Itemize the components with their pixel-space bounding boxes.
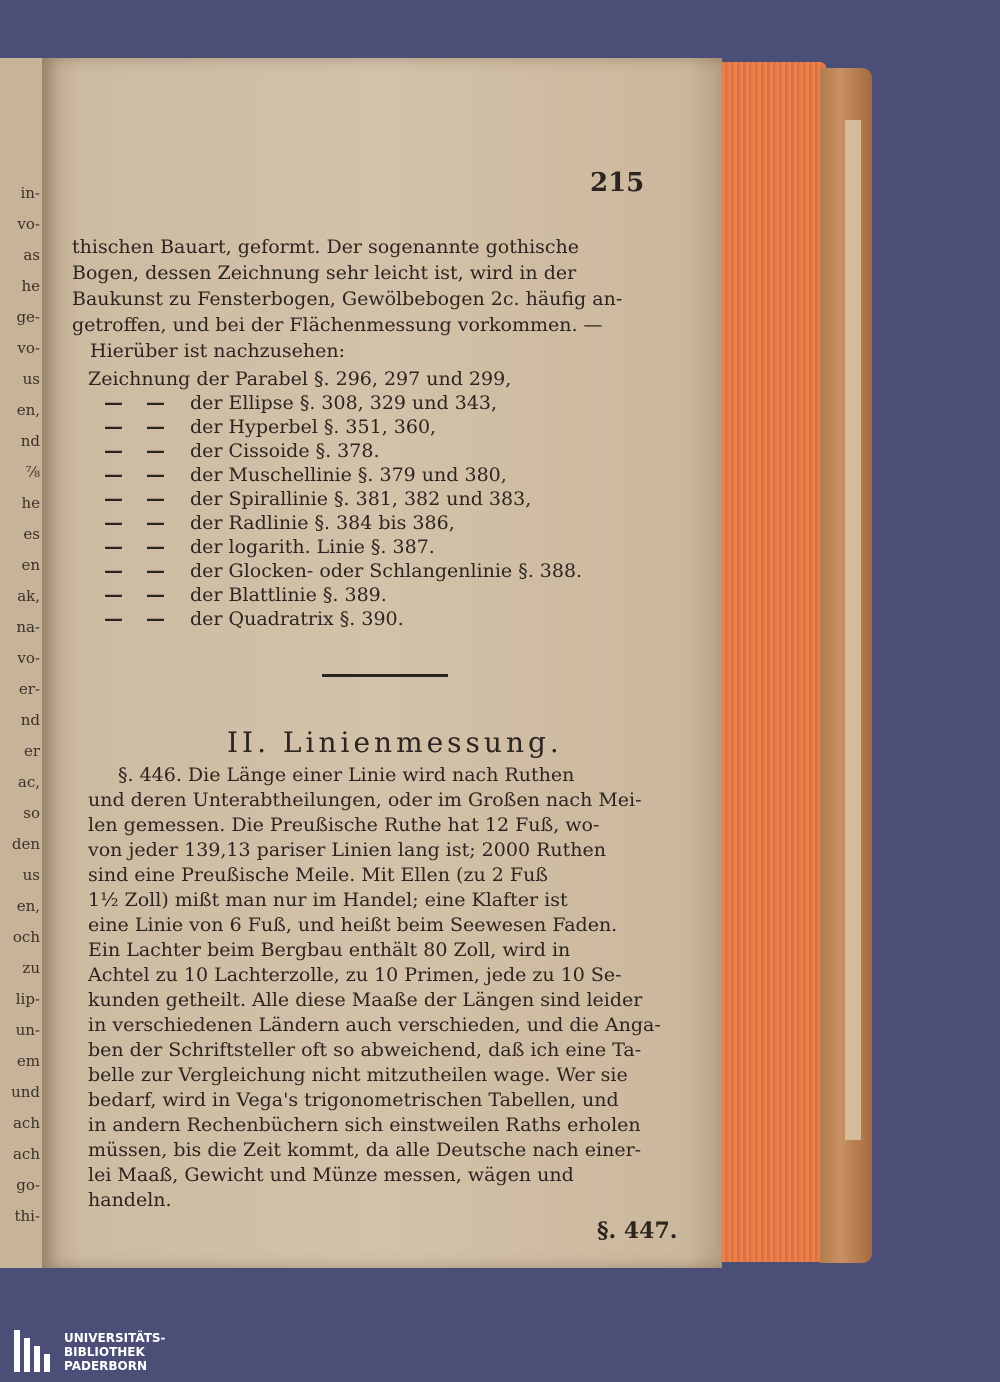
- university-library-logo-icon: [14, 1330, 56, 1372]
- left-page-text-fragment: us: [22, 868, 40, 883]
- left-page-text-fragment: ach: [12, 1147, 40, 1162]
- ditto-dash: —: [146, 512, 165, 534]
- logo-line: UNIVERSITÄTS-: [64, 1331, 166, 1345]
- paragraph-line: in verschiedenen Ländern auch verschieden, und die Anga-: [88, 1014, 661, 1036]
- left-page-text-fragment: en,: [16, 899, 40, 914]
- reference-item: der Glocken- oder Schlangenlinie §. 388.: [190, 560, 583, 582]
- reference-item: der Ellipse §. 308, 329 und 343,: [190, 392, 498, 414]
- paragraph-line: handeln.: [88, 1189, 172, 1211]
- ditto-dash: —: [146, 584, 165, 606]
- left-page-text-fragment: nd: [20, 713, 40, 728]
- paragraph-line: bedarf, wird in Vega's trigonometrischen Tabellen, und: [88, 1089, 619, 1111]
- ditto-dash: —: [104, 512, 123, 534]
- logo-line: PADERBORN: [64, 1359, 148, 1373]
- reference-item: der Blattlinie §. 389.: [190, 584, 387, 606]
- paragraph-line: eine Linie von 6 Fuß, und heißt beim Seewesen Faden.: [88, 914, 618, 936]
- paragraph-line: müssen, bis die Zeit kommt, da alle Deutsche nach einer-: [88, 1139, 642, 1161]
- ditto-dash: —: [104, 536, 123, 558]
- ditto-dash: —: [104, 488, 123, 510]
- reference-intro: Hierüber ist nachzusehen:: [90, 340, 346, 362]
- ditto-dash: —: [104, 584, 123, 606]
- intro-line: Bogen, dessen Zeichnung sehr leicht ist, wird in der: [72, 262, 577, 284]
- ditto-dash: —: [146, 488, 165, 510]
- left-page-text-fragment: nd: [20, 434, 40, 449]
- ditto-dash: —: [146, 440, 165, 462]
- left-page-text-fragment: na-: [16, 620, 40, 635]
- book-page: [42, 58, 722, 1268]
- ditto-dash: —: [146, 560, 165, 582]
- left-page-text-fragment: den: [11, 837, 40, 852]
- paragraph-line: in andern Rechenbüchern sich einstweilen Raths erholen: [88, 1114, 641, 1136]
- left-page-text-fragment: ⅞: [25, 465, 40, 480]
- paragraph-line: §. 446. Die Länge einer Linie wird nach Ruthen: [118, 764, 575, 786]
- paragraph-line: 1½ Zoll) mißt man nur im Handel; eine Klafter ist: [88, 889, 568, 911]
- left-page-text-fragment: ach: [12, 1116, 40, 1131]
- left-page-text-fragment: und: [11, 1085, 40, 1100]
- ditto-dash: —: [104, 416, 123, 438]
- left-page-text-fragment: he: [21, 279, 40, 294]
- paragraph-line: und deren Unterabtheilungen, oder im Großen nach Mei-: [88, 789, 642, 811]
- left-page-text-fragment: vo-: [17, 341, 40, 356]
- reference-item: Zeichnung der Parabel §. 296, 297 und 299,: [88, 368, 512, 390]
- left-page-text-fragment: och: [12, 930, 40, 945]
- left-page-text-fragment: vo-: [17, 651, 40, 666]
- reference-item: der Muschellinie §. 379 und 380,: [190, 464, 507, 486]
- left-page-text-fragment: thi-: [14, 1209, 40, 1224]
- left-page-text-fragment: es: [23, 527, 40, 542]
- left-page-text-fragment: he: [21, 496, 40, 511]
- paragraph-line: ben der Schriftsteller oft so abweichend, daß ich eine Ta-: [88, 1039, 642, 1061]
- logo-line: BIBLIOTHEK: [64, 1345, 145, 1359]
- ditto-dash: —: [146, 392, 165, 414]
- ditto-dash: —: [146, 608, 165, 630]
- left-page-text-fragment: go-: [16, 1178, 40, 1193]
- ditto-dash: —: [146, 416, 165, 438]
- reference-item: der Quadratrix §. 390.: [190, 608, 404, 630]
- reference-item: der Hyperbel §. 351, 360,: [190, 416, 437, 438]
- ditto-dash: —: [104, 440, 123, 462]
- intro-line: thischen Bauart, geformt. Der sogenannte gothische: [72, 236, 580, 258]
- left-page-text-fragment: zu: [22, 961, 40, 976]
- paragraph-line: sind eine Preußische Meile. Mit Ellen (zu 2 Fuß: [88, 864, 548, 886]
- left-page-text-fragment: us: [22, 372, 40, 387]
- cover-paper-strip: [845, 120, 861, 1140]
- left-page-text-fragment: in-: [20, 186, 40, 201]
- ditto-dash: —: [104, 608, 123, 630]
- library-logo-text: [64, 1331, 166, 1373]
- left-page-text-fragment: so: [23, 806, 40, 821]
- reference-item: der Radlinie §. 384 bis 386,: [190, 512, 455, 534]
- paragraph-line: Achtel zu 10 Lachterzolle, zu 10 Primen, jede zu 10 Se-: [88, 964, 622, 986]
- ditto-dash: —: [104, 560, 123, 582]
- ditto-dash: —: [104, 464, 123, 486]
- intro-line: getroffen, und bei der Flächenmessung vorkommen. —: [72, 314, 603, 336]
- section-heading: II. Linienmessung.: [227, 726, 563, 759]
- left-page-text-fragment: ac,: [17, 775, 40, 790]
- left-page-text-fragment: un-: [15, 1023, 40, 1038]
- reference-item: der Cissoide §. 378.: [190, 440, 380, 462]
- left-page-text-fragment: vo-: [17, 217, 40, 232]
- left-page-text-fragment: er-: [18, 682, 40, 697]
- left-page-text-fragment: ge-: [16, 310, 40, 325]
- paragraph-line: lei Maaß, Gewicht und Münze messen, wägen und: [88, 1164, 574, 1186]
- next-section-reference: §. 447.: [597, 1218, 678, 1244]
- paragraph-line: von jeder 139,13 pariser Linien lang ist; 2000 Ruthen: [88, 839, 606, 861]
- ditto-dash: —: [104, 392, 123, 414]
- left-page-text-fragment: as: [23, 248, 40, 263]
- page-number: 215: [590, 168, 645, 198]
- paragraph-line: len gemessen. Die Preußische Ruthe hat 12 Fuß, wo-: [88, 814, 600, 836]
- left-page-text-fragment: em: [16, 1054, 40, 1069]
- left-page-text-fragment: lip-: [15, 992, 40, 1007]
- paragraph-line: Ein Lachter beim Bergbau enthält 80 Zoll, wird in: [88, 939, 571, 961]
- left-page-text-fragment: ak,: [17, 589, 40, 604]
- paragraph-line: belle zur Vergleichung nicht mitzutheilen wage. Wer sie: [88, 1064, 628, 1086]
- left-page-fragment: [0, 58, 44, 1268]
- ditto-dash: —: [146, 464, 165, 486]
- reference-item: der Spirallinie §. 381, 382 und 383,: [190, 488, 532, 510]
- section-divider: [322, 674, 448, 677]
- left-page-text-fragment: en,: [16, 403, 40, 418]
- left-page-text-fragment: en: [21, 558, 40, 573]
- paragraph-line: kunden getheilt. Alle diese Maaße der Längen sind leider: [88, 989, 643, 1011]
- ditto-dash: —: [146, 536, 165, 558]
- intro-line: Baukunst zu Fensterbogen, Gewölbebogen 2c. häufig an-: [72, 288, 623, 310]
- left-page-text-fragment: er: [23, 744, 40, 759]
- reference-item: der logarith. Linie §. 387.: [190, 536, 435, 558]
